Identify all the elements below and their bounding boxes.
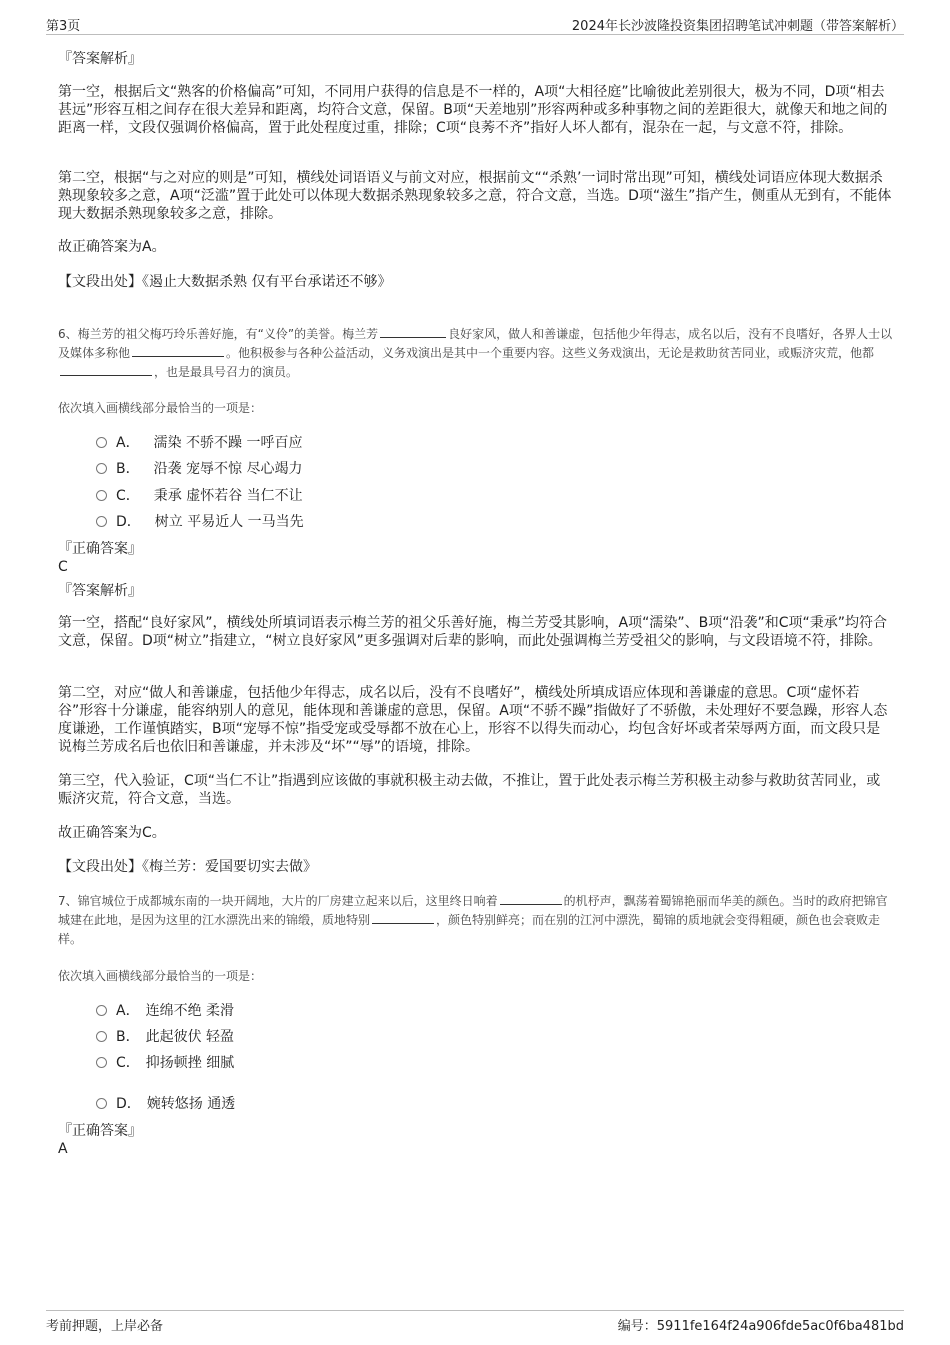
q6-option-c[interactable]: C． 秉承 虚怀若谷 当仁不让	[96, 487, 303, 505]
radio-icon[interactable]	[96, 437, 107, 448]
document-title: 2024年长沙波隆投资集团招聘笔试冲刺题（带答案解析）	[571, 19, 904, 34]
question-6-prompt: 依次填入画横线部分最恰当的一项是：	[58, 401, 263, 415]
q7-answer-label: 『正确答案』	[58, 1123, 142, 1139]
radio-icon[interactable]	[96, 1005, 107, 1016]
q6-analysis-label: 『答案解析』	[58, 583, 142, 599]
q5-answer-summary: 故正确答案为A。	[58, 239, 166, 255]
q5-source: 【文段出处】《遏止大数据杀熟 仅有平台承诺还不够》	[58, 274, 392, 290]
q7-option-a[interactable]: A． 连绵不绝 柔滑	[96, 1002, 234, 1020]
question-6-text: 6、梅兰芳的祖父梅巧玲乐善好施，有“义伶”的美誉。梅兰芳 良好家风，做人和善谦虚，包括他少年得志，成名以后，没有不良嗜好，各界人士以及媒体多称他 。他积极参与各种公益活动，义务戏演出是其中一个重要内容。这些义务戏演出，无论是救助贫苦同业，或赈济灾荒，他都，也是最具号召力的演员。	[58, 327, 893, 379]
q5-analysis-p2: 第二空，根据“与之对应的则是”可知，横线处词语语义与前文对应，根据前文““杀熟’一词时常出现”可知，横线处词语应体现大数据杀熟现象较多之意，A项“泛滥”置于此处可以体现大数据杀熟现象较多之意，符合文意，当选。D项“滋生”指产生，侧重从无到有，不能体现大数据杀熟现象较多之意，排除。	[58, 170, 892, 222]
q7-option-b[interactable]: B． 此起彼伏 轻盈	[96, 1028, 234, 1046]
q6-analysis-p2: 第二空，对应“做人和善谦虚，包括他少年得志，成名以后，没有不良嗜好”，横线处所填成语应体现和善谦虚的意思。C项“虚怀若谷”形容十分谦虚，能容纳别人的意见，能体现和善谦虚的意思，保留。A项“不骄不躁”指做好了不骄傲，未处理好不要急躁，形容人态度谦逊，工作谨慎踏实，B项“宠辱不惊”指受宠或受辱都不放在心上，形容不以得失而动心，均包含好坏或者荣辱两方面，而文段只是说梅兰芳成名后也依旧和善谦虚，并未涉及“坏”“辱”的语境，排除。	[58, 685, 888, 755]
q6-option-a[interactable]: A． 濡染 不骄不躁 一呼百应	[96, 434, 302, 452]
page-number: 第3页	[46, 19, 81, 34]
q7-option-d[interactable]: D． 婉转悠扬 通透	[96, 1095, 235, 1113]
page-footer	[46, 1310, 904, 1334]
document-id: 编号：5911fe164f24a906fde5ac0f6ba481bd	[617, 1319, 904, 1334]
radio-icon[interactable]	[96, 1098, 107, 1109]
question-7-text: 7、锦官城位于成都城东南的一块开阔地，大片的厂房建立起来以后，这里终日响着 的机杼声，飘荡着蜀锦艳丽而华美的颜色。当时的政府把锦官城建在此地，是因为这里的江水漂洗出来的锦缎，质地特别 ，颜色特别鲜亮；而在别的江河中漂洗，蜀锦的质地就会变得粗硬，颜色也会衰败走样。	[58, 894, 888, 946]
radio-icon[interactable]	[96, 1031, 107, 1042]
radio-icon[interactable]	[96, 490, 107, 501]
radio-icon[interactable]	[96, 516, 107, 527]
blank-1	[380, 325, 446, 338]
question-7-prompt: 依次填入画横线部分最恰当的一项是：	[58, 969, 263, 983]
blank-2	[132, 344, 224, 357]
page-header	[46, 14, 904, 35]
blank-3	[60, 363, 152, 376]
q5-analysis-label: 『答案解析』	[58, 51, 142, 67]
q6-source: 【文段出处】《梅兰芳：爱国要切实去做》	[58, 859, 317, 875]
q6-analysis-p1: 第一空，搭配“良好家风”，横线处所填词语表示梅兰芳的祖父乐善好施，梅兰芳受其影响，A项“濡染”、B项“沿袭”和C项“秉承”均符合文意，保留。D项“树立”指建立，“树立良好家风”更多强调对后辈的影响，而此处强调梅兰芳受祖父的影响，与文段语境不符，排除。	[58, 615, 887, 649]
footer-slogan: 考前押题，上岸必备	[46, 1319, 164, 1334]
blank-1	[500, 892, 562, 905]
blank-2	[372, 911, 434, 924]
q6-answer-label: 『正确答案』	[58, 541, 142, 557]
q6-option-d[interactable]: D． 树立 平易近人 一马当先	[96, 513, 304, 531]
q7-option-c[interactable]: C． 抑扬顿挫 细腻	[96, 1054, 234, 1072]
q7-answer: A	[58, 1141, 68, 1157]
q6-answer: C	[58, 559, 68, 575]
q6-option-b[interactable]: B． 沿袭 宠辱不惊 尽心竭力	[96, 460, 303, 478]
q6-analysis-p3: 第三空，代入验证，C项“当仁不让”指遇到应该做的事就积极主动去做，不推让，置于此处表示梅兰芳积极主动参与救助贫苦同业，或赈济灾荒，符合文意，当选。	[58, 773, 881, 807]
q5-analysis-p1: 第一空，根据后文“熟客的价格偏高”可知，不同用户获得的信息是不一样的，A项“大相径庭”比喻彼此差别很大，极为不同，D项“相去甚远”形容互相之间存在很大差异和距离，均符合文意，保留。B项“天差地别”形容两种或多种事物之间的差距很大，就像天和地之间的距离一样，文段仅强调价格偏高，置于此处程度过重，排除；C项“良莠不齐”指好人坏人都有，混杂在一起，与文意不符，排除。	[58, 84, 888, 136]
radio-icon[interactable]	[96, 463, 107, 474]
radio-icon[interactable]	[96, 1057, 107, 1068]
q6-answer-summary: 故正确答案为C。	[58, 825, 166, 841]
